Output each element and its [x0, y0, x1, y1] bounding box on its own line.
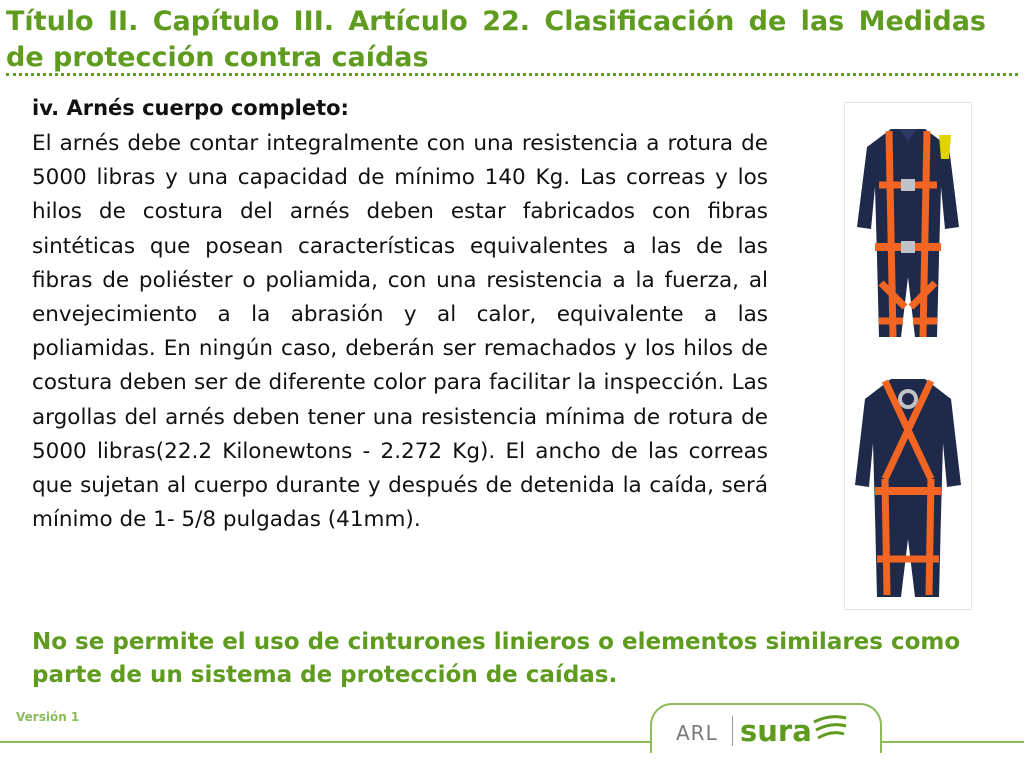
version-label: Versión 1	[16, 710, 80, 724]
logo-arl-text: ARL	[676, 721, 718, 745]
harness-front-photo	[845, 107, 971, 345]
section-body: El arnés debe contar integralmente con una resistencia a rotura de 5000 libras y una capacidad de mínimo 140 Kg. Las correas y los hilos de costura del arnés deben estar fabricados con fibras sintéticas que posean características equivalentes a las de las fibras de poliéster o poliamida, con una resistencia a la fuerza, al envejecimiento a la abrasión y al calor, equivalente a las poliamidas. En ningún caso, deberán ser remachados y los hilos de costura deben ser de diferente color para facilitar la inspección. Las argollas del arnés deben tener una resistencia mínima de rotura de 5000 libras(22.2 Kilonewtons - 2.272 Kg). El ancho de las correas que sujetan al cuerpo durante y después de detenida la caída, será mínimo de 1- 5/8 pulgadas (41mm).	[32, 131, 768, 533]
harness-back-photo	[845, 359, 971, 605]
title-divider	[6, 73, 1018, 76]
section-heading: iv. Arnés cuerpo completo:	[32, 96, 349, 120]
warning-notice: No se permite el uso de cinturones linieros o elementos similares como parte de un sistema de protección de caídas.	[32, 629, 961, 688]
logo-sura-text: sura	[740, 714, 812, 748]
logo-separator	[732, 716, 733, 746]
slide-title: Título II. Capítulo III. Artículo 22. Clasificación de las Medidas de protección contra caídas	[6, 6, 986, 73]
sura-leaf-icon	[810, 712, 850, 748]
harness-photo-panel	[844, 102, 972, 610]
